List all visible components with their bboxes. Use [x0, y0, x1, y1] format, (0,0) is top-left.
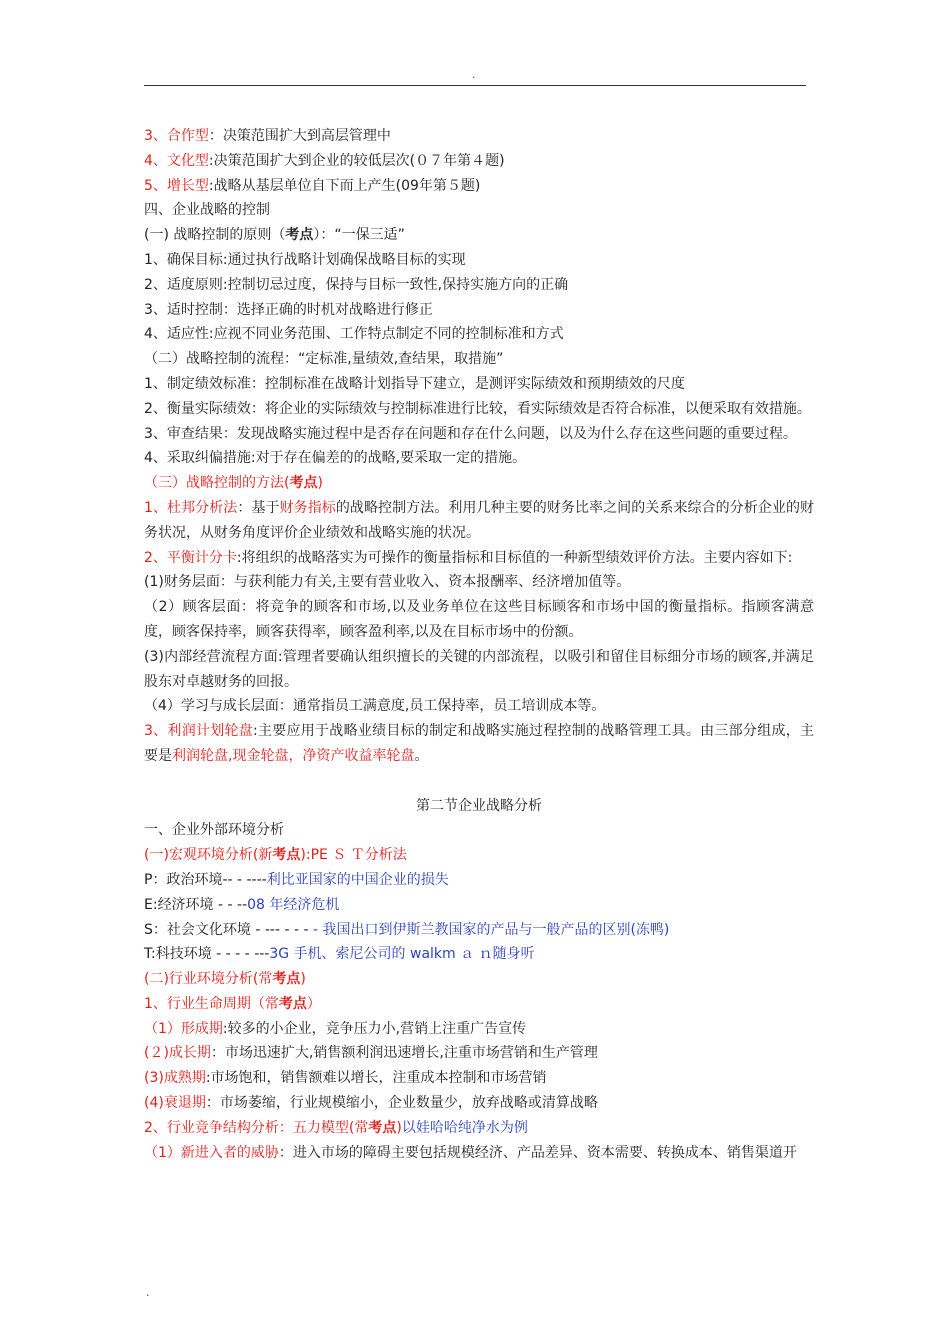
- footer-mark: .: [146, 1286, 150, 1299]
- text-line: [144, 149, 814, 174]
- subsection-heading: [144, 223, 814, 248]
- subsection-heading: [144, 992, 814, 1017]
- text-line: 4、适应性:应视不同业务范围、工作特点制定不同的控制标准和方式: [144, 326, 564, 343]
- example-text: - 我国出口到伊斯兰教国家的产品与一般产品的区别(冻鸭): [312, 921, 670, 938]
- term-label: 5、增长型: [144, 177, 209, 194]
- term-label: (4)衰退期: [144, 1095, 206, 1112]
- item-label: T:科技环境 - - - - ---: [144, 946, 270, 963]
- text-paragraph: [144, 719, 814, 769]
- text-line: [144, 1141, 814, 1166]
- subsection-heading: [144, 1116, 814, 1141]
- term-text: ：进入市场的障碍主要包括规模经济、产品差异、资本需要、转换成本、销售渠道开: [278, 1144, 797, 1161]
- term-label: 1、杜邦分析法: [144, 499, 238, 516]
- heading-text: ): [396, 1119, 402, 1136]
- text-line: [144, 1091, 814, 1116]
- term-text: ：市场萎缩，行业规模缩小，企业数量少，放弃战略或清算战略: [205, 1095, 598, 1112]
- term-text: ：决策范围扩大到高层管理中: [208, 128, 391, 144]
- blank-line: [144, 769, 814, 794]
- document-body: [144, 124, 814, 1165]
- term-label: 3、合作型: [144, 128, 209, 144]
- key-point: 考点: [278, 995, 307, 1012]
- item-label: E:经济环境 - - --: [144, 896, 248, 913]
- term-text: 的战略控制方法。利用几种主要的财务比率之间的关系来综合的分析企业的财务状况，从财务角度评价企业绩效和战略实施的状况。: [144, 499, 815, 541]
- heading-text: 1、行业生命周期（常: [144, 995, 279, 1012]
- term-label: 2、平衡计分卡: [144, 549, 237, 566]
- heading-text: ）: [306, 995, 321, 1012]
- heading-text: (一) 战略控制的原则（: [144, 227, 286, 244]
- heading-text: 2、行业竞争结构分析：五力模型(常: [144, 1119, 369, 1136]
- subsection-heading: （二）战略控制的流程：“定标准,量绩效,查结果，取措施”: [144, 351, 504, 368]
- chapter-title: 第二节企业战略分析: [416, 797, 542, 814]
- subsection-heading: [144, 471, 814, 496]
- text-paragraph: 2、衡量实际绩效：将企业的实际绩效与控制标准进行比较，看实际绩效是否符合标准，以便采取有效措施。: [144, 400, 811, 417]
- item-label: P：政治环境-- - ----: [144, 871, 267, 888]
- text-line: [144, 868, 814, 893]
- heading-text: ):PE Ｓ Ｔ分析法: [300, 847, 407, 864]
- subsection-heading: [144, 967, 814, 992]
- term-label: （1）新进入者的威胁: [144, 1144, 279, 1161]
- key-point: 考点: [368, 1119, 397, 1136]
- header-rule: [144, 85, 806, 86]
- heading-text: （三）战略控制的方法(: [144, 475, 290, 492]
- term-text: ：基于: [237, 499, 280, 516]
- heading-text: ): [300, 971, 306, 988]
- example-text: 3G 手机、索尼公司的 walkm ａ ｎ随身听: [269, 946, 535, 963]
- subsection-heading: [144, 843, 814, 868]
- term-text: ：市场迅速扩大,销售额利润迅速增长,注重市场营销和生产管理: [210, 1045, 598, 1062]
- text-line: [144, 918, 814, 943]
- term-text: :战略从基层单位自下而上产生(09年第５题): [208, 177, 481, 194]
- text-line: [144, 893, 814, 918]
- highlight-text: 财务指标: [279, 499, 336, 516]
- text-line: 4、采取纠偏措施:对于存在偏差的的战略,要采取一定的措施。: [144, 450, 527, 467]
- text-line: 1、制定绩效标准：控制标准在战略计划指导下建立，是测评实际绩效和预期绩效的尺度: [144, 375, 685, 392]
- section-heading: 一、企业外部环境分析: [144, 822, 284, 839]
- text-line: 2、适度原则:控制切忌过度，保持与目标一致性,保持实施方向的正确: [144, 276, 569, 293]
- highlight-text: 利润轮盘,现金轮盘，净资产收益率轮盘: [172, 747, 415, 764]
- text-paragraph: [144, 496, 814, 546]
- key-point: 考点: [272, 971, 301, 988]
- term-text: :决策范围扩大到企业的较低层次(０７年第４题): [208, 152, 505, 169]
- text-line: 3、适时控制：选择正确的时机对战略进行修正: [144, 301, 433, 318]
- term-label: （1）形成期: [144, 1020, 223, 1037]
- term-label: (２)成长期: [144, 1045, 211, 1062]
- text-line: 3、审查结果：发现战略实施过程中是否存在问题和存在什么问题，以及为什么存在这些问题的重要过程。: [144, 425, 797, 442]
- text-line: [144, 1041, 814, 1066]
- example-text: 利比亚国家的中国企业的损失: [266, 871, 449, 888]
- term-label: 3、利润计划轮盘: [144, 723, 254, 740]
- text-line: 1、确保目标:通过执行战略计划确保战略目标的实现: [144, 251, 466, 268]
- heading-text: ）：“一保三适”: [313, 227, 405, 244]
- text-line: [144, 124, 814, 149]
- key-point: 考点: [272, 847, 301, 864]
- heading-text: (二)行业环境分析(常: [144, 971, 273, 988]
- term-label: (3)成熟期: [144, 1070, 206, 1087]
- text-line: [144, 174, 814, 199]
- text-line: [144, 942, 814, 967]
- key-point: 考点: [285, 227, 314, 244]
- term-label: 4、文化型: [144, 152, 209, 169]
- header-mark: .: [472, 68, 476, 81]
- term-text: :将组织的战略落实为可操作的衡量指标和目标值的一种新型绩效评价方法。主要内容如下:: [236, 549, 793, 566]
- text-paragraph: （2）顾客层面：将竞争的顾客和市场,以及业务单位在这些目标顾客和市场中国的衡量指标。指顾客满意度，顾客保持率，顾客获得率，顾客盈利率,以及在目标市场中的份额。: [144, 599, 814, 640]
- text-paragraph: [144, 546, 814, 571]
- term-text: 。: [414, 747, 429, 764]
- term-text: :主要应用于战略业绩目标的制定和战略实施过程控制的战略管理工具。由三部分组成，主要是: [144, 723, 814, 764]
- section-heading: 四、企业战略的控制: [144, 202, 270, 219]
- item-label: S：社会文化环境 - --- - - -: [144, 921, 313, 938]
- text-line: (1)财务层面：与获利能力有关,主要有营业收入、资本报酬率、经济增加值等。: [144, 574, 631, 591]
- example-text: 以娃哈哈纯净水为例: [401, 1119, 528, 1136]
- text-line: [144, 1017, 814, 1042]
- term-text: :较多的小企业，竞争压力小,营销上注重广告宣传: [222, 1020, 527, 1037]
- key-point: 考点: [289, 475, 318, 492]
- text-line: [144, 1066, 814, 1091]
- example-text: 08 年经济危机: [247, 896, 340, 913]
- term-text: :市场饱和，销售额难以增长，注重成本控制和市场营销: [205, 1070, 547, 1087]
- heading-text: (一)宏观环境分析(新: [144, 847, 273, 864]
- text-line: （4）学习与成长层面：通常指员工满意度,员工保持率，员工培训成本等。: [144, 698, 606, 715]
- heading-text: ): [317, 475, 323, 492]
- text-paragraph: (3)内部经营流程方面:管理者要确认组织擅长的关键的内部流程，以吸引和留住目标细分市场的顾客,并满足股东对卓越财务的回报。: [144, 648, 814, 690]
